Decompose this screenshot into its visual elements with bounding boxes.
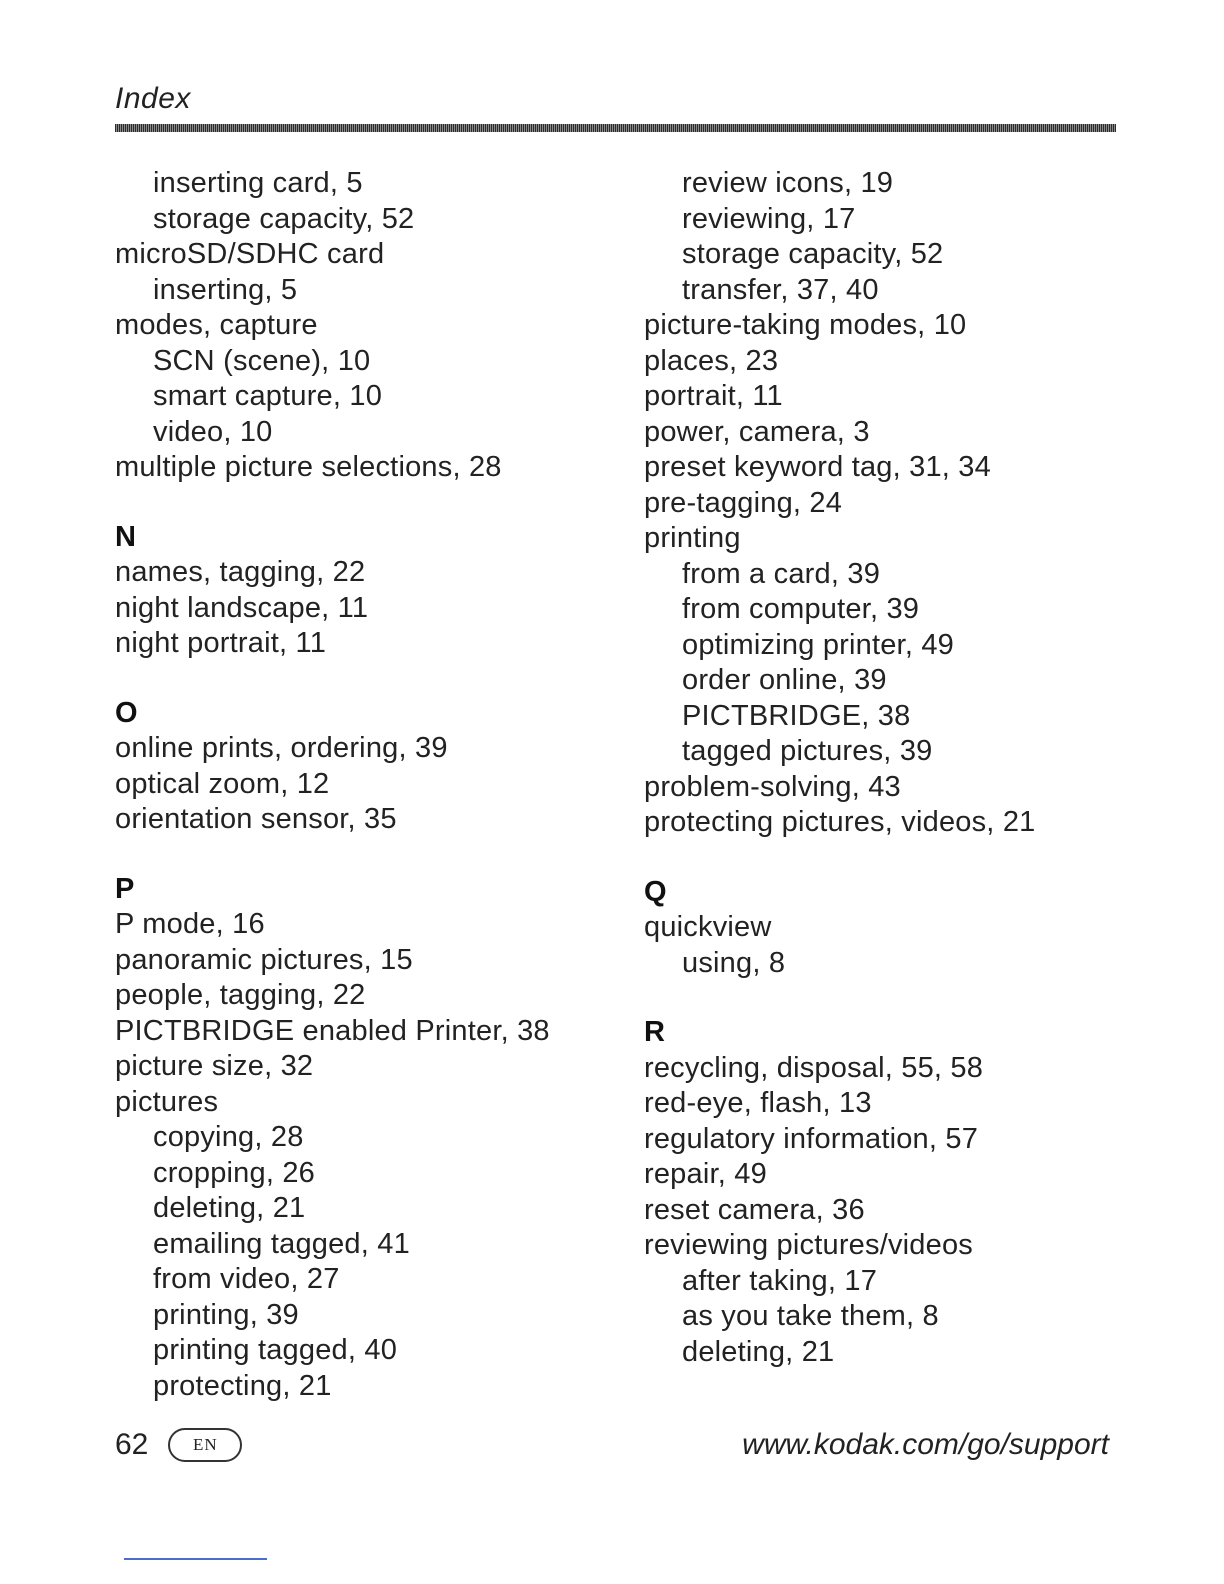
- index-subentry: printing tagged, 40: [153, 1334, 398, 1366]
- index-subentry: optimizing printer, 49: [682, 628, 954, 661]
- index-subentry: video, 10: [153, 415, 273, 448]
- section-letter-heading: O: [115, 696, 138, 729]
- section-letter-heading: R: [644, 1016, 665, 1048]
- footer-left: [115, 1428, 242, 1462]
- index-entry: printing: [644, 522, 741, 554]
- section-gap: [644, 981, 1114, 1015]
- index-entry: quickview: [644, 911, 772, 943]
- index-subentry: protecting, 21: [153, 1369, 332, 1402]
- index-entry: optical zoom, 12: [115, 767, 330, 800]
- index-subentry: from video, 27: [153, 1263, 340, 1295]
- section-letter-heading: P: [115, 872, 135, 905]
- index-entry: people, tagging, 22: [115, 979, 366, 1011]
- section-gap: [644, 841, 1114, 875]
- index-entry: reviewing pictures/videos: [644, 1229, 973, 1261]
- index-subentry: printing, 39: [153, 1298, 299, 1331]
- language-badge: EN: [168, 1428, 242, 1462]
- index-subentry: deleting, 21: [682, 1335, 835, 1368]
- index-entry: multiple picture selections, 28: [115, 451, 502, 483]
- index-entry: preset keyword tag, 31, 34: [644, 451, 991, 483]
- section-gap: [115, 838, 615, 872]
- index-subentry: SCN (scene), 10: [153, 344, 371, 377]
- index-column-right: [644, 166, 1114, 1370]
- index-subentry: using, 8: [682, 946, 786, 979]
- page-header-title: Index: [115, 82, 191, 115]
- index-entry: night portrait, 11: [115, 627, 327, 659]
- index-entry: pre-tagging, 24: [644, 486, 843, 519]
- index-subentry: from computer, 39: [682, 593, 920, 625]
- index-subentry: order online, 39: [682, 664, 887, 696]
- index-subentry: as you take them, 8: [682, 1300, 939, 1332]
- index-subentry: inserting card, 5: [153, 167, 363, 199]
- index-subentry: tagged pictures, 39: [682, 735, 933, 767]
- index-entry: places, 23: [644, 344, 779, 377]
- index-subentry: transfer, 37, 40: [682, 273, 879, 306]
- header-rule: [115, 124, 1116, 132]
- support-url-link[interactable]: www.kodak.com/go/support: [742, 1428, 1109, 1461]
- index-subentry: review icons, 19: [682, 167, 894, 199]
- index-entry: reset camera, 36: [644, 1193, 865, 1226]
- section-letter-heading: N: [115, 520, 136, 553]
- index-subentry: copying, 28: [153, 1121, 304, 1153]
- index-subentry: after taking, 17: [682, 1264, 878, 1297]
- page-number: 62: [115, 1428, 149, 1461]
- index-entry: panoramic pictures, 15: [115, 943, 413, 976]
- index-subentry: emailing tagged, 41: [153, 1227, 410, 1260]
- index-entry: microSD/SDHC card: [115, 238, 385, 270]
- index-entry: problem-solving, 43: [644, 770, 901, 803]
- index-entry: regulatory information, 57: [644, 1122, 979, 1155]
- index-column-left: [115, 166, 615, 1404]
- index-subentry: PICTBRIDGE, 38: [682, 699, 911, 732]
- index-entry: red-eye, flash, 13: [644, 1087, 872, 1119]
- index-entry: online prints, ordering, 39: [115, 732, 448, 764]
- index-entry: names, tagging, 22: [115, 556, 366, 588]
- index-entry: PICTBRIDGE enabled Printer, 38: [115, 1014, 550, 1047]
- index-entry: portrait, 11: [644, 380, 783, 412]
- section-letter-heading: Q: [644, 875, 667, 908]
- index-subentry: deleting, 21: [153, 1192, 306, 1224]
- index-subentry: storage capacity, 52: [153, 202, 415, 235]
- index-entry: picture-taking modes, 10: [644, 309, 967, 341]
- index-subentry: storage capacity, 52: [682, 238, 944, 270]
- index-subentry: smart capture, 10: [153, 380, 383, 412]
- index-entry: orientation sensor, 35: [115, 803, 397, 835]
- index-entry: night landscape, 11: [115, 591, 369, 624]
- section-gap: [115, 662, 615, 696]
- index-subentry: reviewing, 17: [682, 202, 856, 235]
- index-entry: picture size, 32: [115, 1050, 314, 1082]
- index-entry: power, camera, 3: [644, 415, 870, 448]
- index-subentry: inserting, 5: [153, 273, 298, 306]
- index-entry: protecting pictures, videos, 21: [644, 806, 1036, 838]
- index-entry: recycling, disposal, 55, 58: [644, 1051, 984, 1084]
- index-entry: pictures: [115, 1085, 219, 1118]
- index-entry: repair, 49: [644, 1158, 767, 1190]
- index-subentry: cropping, 26: [153, 1156, 316, 1189]
- section-gap: [115, 486, 615, 520]
- bottom-divider: [124, 1558, 267, 1560]
- index-subentry: from a card, 39: [682, 557, 881, 590]
- index-entry: P mode, 16: [115, 908, 265, 940]
- index-entry: modes, capture: [115, 309, 318, 341]
